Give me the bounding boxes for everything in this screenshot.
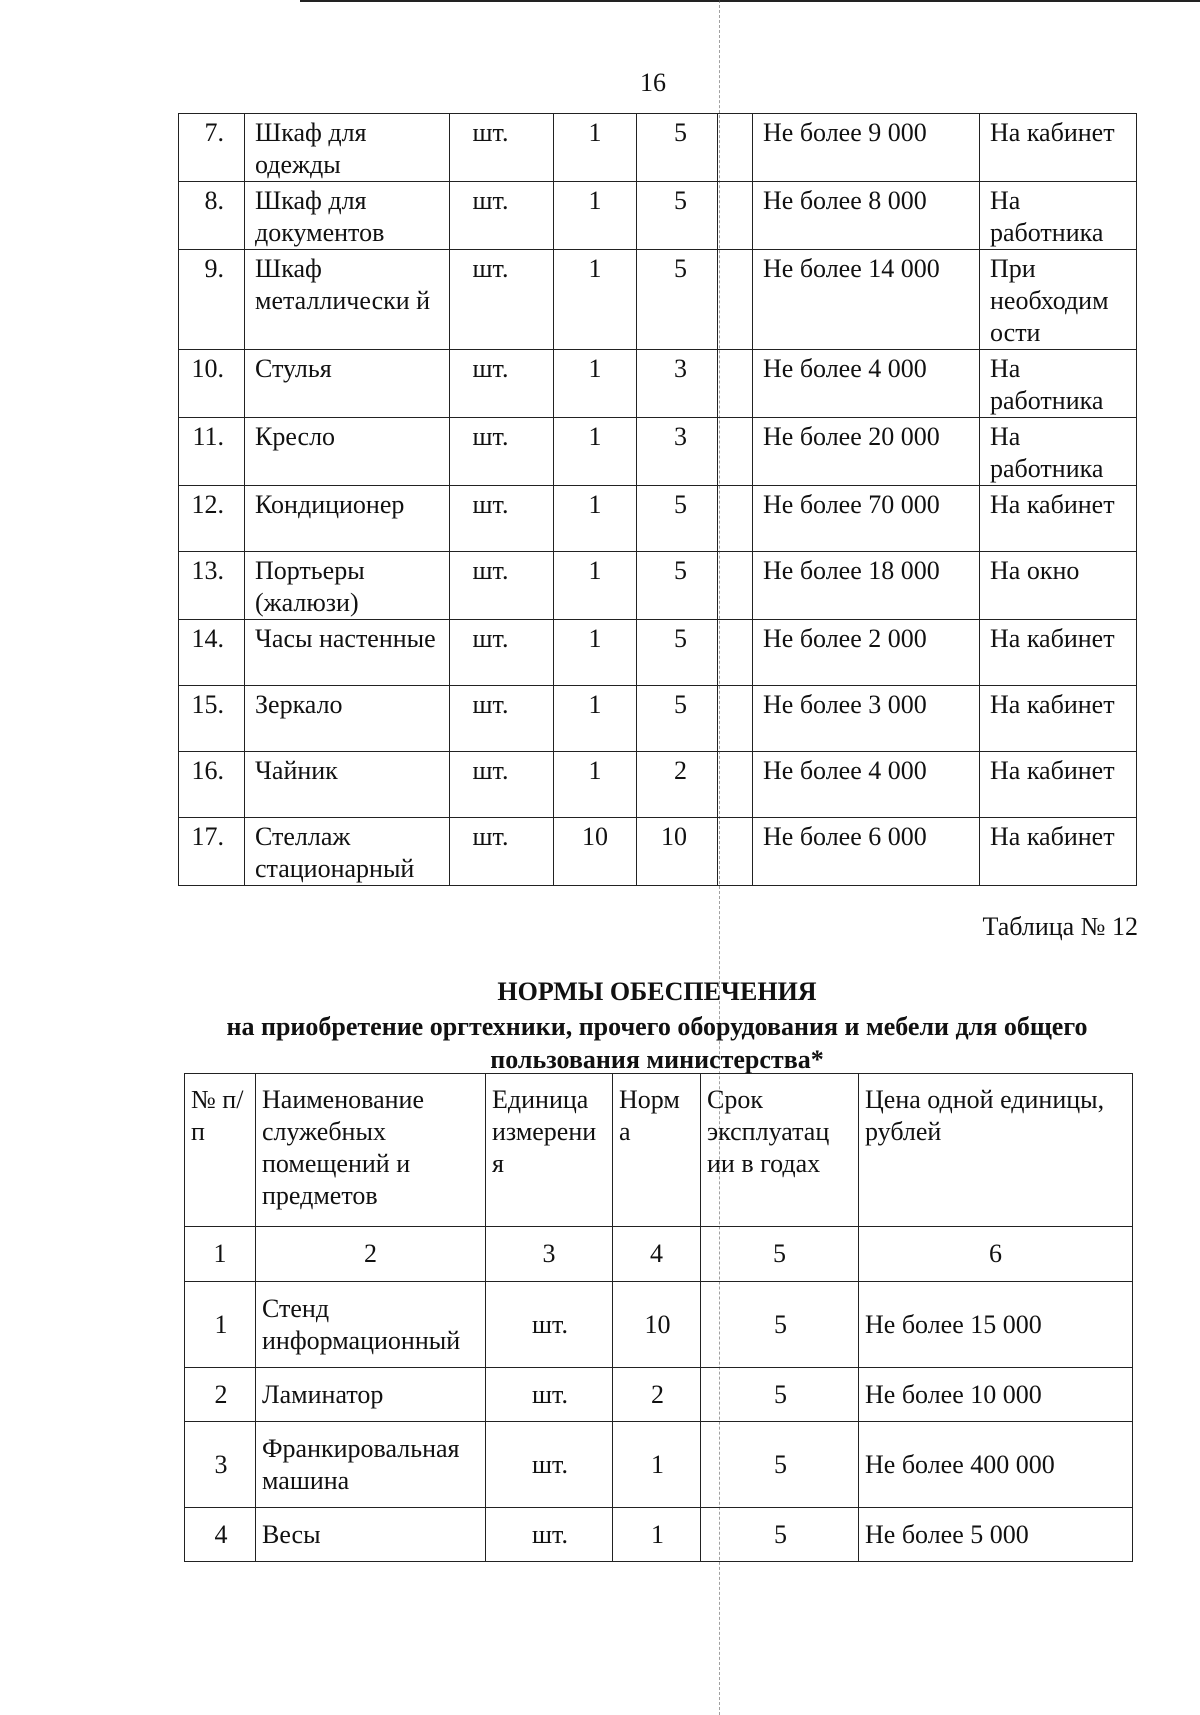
item-norm: 2	[613, 1368, 701, 1422]
blank-cell	[718, 114, 753, 182]
table-header-row	[185, 1074, 1133, 1227]
table-row	[179, 686, 1137, 752]
item-unit: шт.	[486, 1368, 613, 1422]
item-price: Не более 8 000	[753, 182, 980, 250]
item-years: 5	[637, 486, 718, 552]
blank-cell	[718, 486, 753, 552]
table-row	[185, 1422, 1133, 1508]
item-name: Портьеры (жалюзи)	[245, 552, 450, 620]
item-years: 5	[701, 1282, 859, 1368]
item-price: Не более 5 000	[859, 1508, 1133, 1562]
header-number: № п/п	[185, 1074, 256, 1227]
item-years: 5	[701, 1368, 859, 1422]
item-norm: 1	[613, 1422, 701, 1508]
table-row	[179, 350, 1137, 418]
item-price: Не более 4 000	[753, 350, 980, 418]
item-note: На работника	[980, 182, 1137, 250]
item-years: 5	[637, 552, 718, 620]
item-note: При необходим ости	[980, 250, 1137, 350]
item-note: На кабинет	[980, 818, 1137, 886]
item-price: Не более 9 000	[753, 114, 980, 182]
item-unit: шт.	[486, 1508, 613, 1562]
item-name: Часы настенные	[245, 620, 450, 686]
header-name: Наименование служебных помещений и предметов	[256, 1074, 486, 1227]
blank-cell	[718, 686, 753, 752]
item-quantity: 1	[554, 250, 637, 350]
table-row	[179, 250, 1137, 350]
item-unit: шт.	[450, 818, 554, 886]
row-number: 9.	[179, 250, 245, 350]
item-quantity: 1	[554, 350, 637, 418]
item-price: Не более 14 000	[753, 250, 980, 350]
table-row	[179, 620, 1137, 686]
item-price: Не более 4 000	[753, 752, 980, 818]
item-norm: 1	[613, 1508, 701, 1562]
item-years: 3	[637, 350, 718, 418]
item-years: 5	[701, 1508, 859, 1562]
table-row	[185, 1282, 1133, 1368]
item-price: Не более 18 000	[753, 552, 980, 620]
item-note: На окно	[980, 552, 1137, 620]
top-scan-edge	[300, 0, 1200, 2]
item-price: Не более 15 000	[859, 1282, 1133, 1368]
table-label: Таблица № 12	[982, 912, 1138, 941]
item-price: Не более 10 000	[859, 1368, 1133, 1422]
item-years: 5	[637, 114, 718, 182]
item-note: На кабинет	[980, 486, 1137, 552]
table-row	[179, 418, 1137, 486]
item-name: Стенд информационный	[256, 1282, 486, 1368]
item-quantity: 1	[554, 620, 637, 686]
item-unit: шт.	[450, 114, 554, 182]
item-price: Не более 20 000	[753, 418, 980, 486]
item-unit: шт.	[450, 620, 554, 686]
column-number-row	[185, 1227, 1133, 1282]
item-years: 2	[637, 752, 718, 818]
item-name: Чайник	[245, 752, 450, 818]
item-note: На работника	[980, 418, 1137, 486]
item-years: 5	[637, 250, 718, 350]
blank-cell	[718, 752, 753, 818]
blank-cell	[718, 418, 753, 486]
item-unit: шт.	[450, 250, 554, 350]
item-quantity: 1	[554, 686, 637, 752]
header-norm: Норм а	[613, 1074, 701, 1227]
item-price: Не более 400 000	[859, 1422, 1133, 1508]
table-row	[179, 818, 1137, 886]
row-number: 15.	[179, 686, 245, 752]
header-years: Срок эксплуатац ии в годах	[701, 1074, 859, 1227]
blank-cell	[718, 250, 753, 350]
item-quantity: 10	[554, 818, 637, 886]
furniture-norms-table	[178, 113, 1137, 886]
item-years: 5	[637, 686, 718, 752]
header-price: Цена одной единицы, рублей	[859, 1074, 1133, 1227]
item-unit: шт.	[450, 552, 554, 620]
row-number: 7.	[179, 114, 245, 182]
page-number: 16	[640, 68, 666, 97]
row-number: 11.	[179, 418, 245, 486]
row-number: 17.	[179, 818, 245, 886]
table-row	[179, 486, 1137, 552]
item-unit: шт.	[450, 418, 554, 486]
item-unit: шт.	[450, 752, 554, 818]
item-note: На кабинет	[980, 620, 1137, 686]
section-subtitle-line-2: пользования министерства*	[490, 1045, 824, 1074]
table-row	[179, 182, 1137, 250]
item-price: Не более 70 000	[753, 486, 980, 552]
section-subtitle-line-1: на приобретение оргтехники, прочего оборудования и мебели для общего	[226, 1012, 1088, 1041]
table-row	[179, 552, 1137, 620]
column-number: 1	[185, 1227, 256, 1282]
item-norm: 10	[613, 1282, 701, 1368]
item-quantity: 1	[554, 418, 637, 486]
column-number: 3	[486, 1227, 613, 1282]
item-years: 3	[637, 418, 718, 486]
item-name: Кресло	[245, 418, 450, 486]
column-number: 4	[613, 1227, 701, 1282]
item-name: Шкаф для документов	[245, 182, 450, 250]
item-years: 10	[637, 818, 718, 886]
column-number: 2	[256, 1227, 486, 1282]
item-name: Стулья	[245, 350, 450, 418]
item-quantity: 1	[554, 552, 637, 620]
header-unit: Единица измерени я	[486, 1074, 613, 1227]
table-row	[179, 752, 1137, 818]
section-title: НОРМЫ ОБЕСПЕЧЕНИЯ	[497, 977, 817, 1006]
table-row	[185, 1508, 1133, 1562]
row-number: 4	[185, 1508, 256, 1562]
item-unit: шт.	[450, 686, 554, 752]
item-unit: шт.	[450, 182, 554, 250]
item-name: Стеллаж стационарный	[245, 818, 450, 886]
blank-cell	[718, 552, 753, 620]
row-number: 12.	[179, 486, 245, 552]
item-name: Шкаф для одежды	[245, 114, 450, 182]
item-unit: шт.	[486, 1422, 613, 1508]
item-price: Не более 2 000	[753, 620, 980, 686]
item-quantity: 1	[554, 752, 637, 818]
item-price: Не более 6 000	[753, 818, 980, 886]
item-name: Весы	[256, 1508, 486, 1562]
item-name: Кондиционер	[245, 486, 450, 552]
row-number: 10.	[179, 350, 245, 418]
item-years: 5	[637, 620, 718, 686]
item-name: Шкаф металлически й	[245, 250, 450, 350]
table-row	[179, 114, 1137, 182]
row-number: 14.	[179, 620, 245, 686]
item-price: Не более 3 000	[753, 686, 980, 752]
item-quantity: 1	[554, 182, 637, 250]
blank-cell	[718, 350, 753, 418]
column-number: 5	[701, 1227, 859, 1282]
item-quantity: 1	[554, 486, 637, 552]
item-name: Франкировальная машина	[256, 1422, 486, 1508]
item-unit: шт.	[450, 350, 554, 418]
row-number: 16.	[179, 752, 245, 818]
item-name: Ламинатор	[256, 1368, 486, 1422]
item-unit: шт.	[450, 486, 554, 552]
item-note: На кабинет	[980, 752, 1137, 818]
office-equipment-norms-table	[184, 1073, 1133, 1562]
item-note: На кабинет	[980, 686, 1137, 752]
row-number: 2	[185, 1368, 256, 1422]
item-name: Зеркало	[245, 686, 450, 752]
item-years: 5	[701, 1422, 859, 1508]
row-number: 13.	[179, 552, 245, 620]
blank-cell	[718, 818, 753, 886]
row-number: 1	[185, 1282, 256, 1368]
blank-cell	[718, 182, 753, 250]
item-unit: шт.	[486, 1282, 613, 1368]
item-quantity: 1	[554, 114, 637, 182]
column-number: 6	[859, 1227, 1133, 1282]
row-number: 8.	[179, 182, 245, 250]
item-note: На работника	[980, 350, 1137, 418]
row-number: 3	[185, 1422, 256, 1508]
item-note: На кабинет	[980, 114, 1137, 182]
item-years: 5	[637, 182, 718, 250]
table-row	[185, 1368, 1133, 1422]
blank-cell	[718, 620, 753, 686]
